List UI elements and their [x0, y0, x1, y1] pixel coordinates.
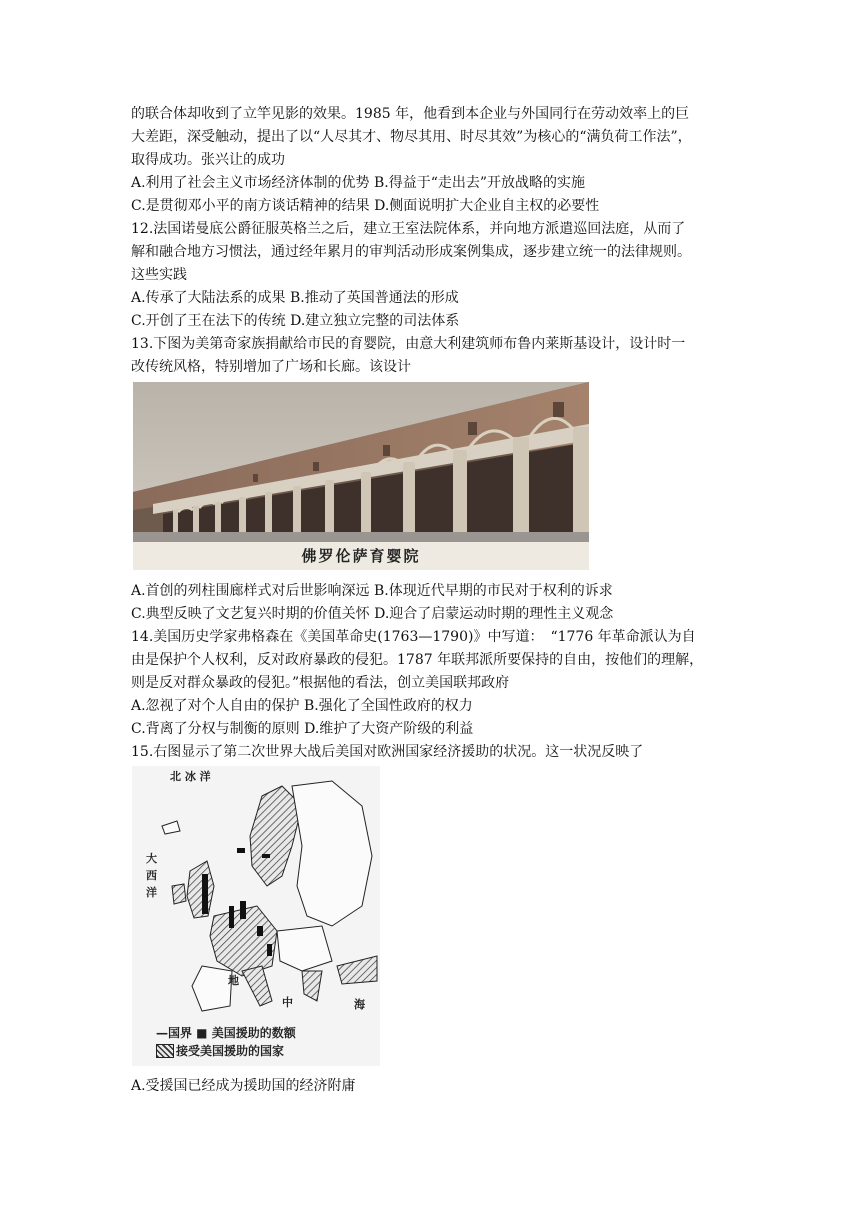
- hatch-legend-swatch: [156, 1044, 174, 1058]
- option-line: A.首创的列柱围廊样式对后世影响深远 B.体现近代早期的市民对于权利的诉求: [131, 583, 613, 599]
- text-line: 大差距，深受触动，提出了以“人尽其才、物尽其用、时尽其效”为核心的“满负荷工作法”，: [131, 129, 692, 145]
- map-label-med: 中: [282, 996, 293, 1009]
- text-line: 取得成功。张兴让的成功: [131, 152, 285, 168]
- map-legend-recipient: 接受美国援助的国家: [176, 1044, 285, 1058]
- map-label-arctic: 北 冰 洋: [170, 770, 211, 783]
- option-line: C.典型反映了文艺复兴时期的价值关怀 D.迎合了启蒙运动时期的理性主义观念: [131, 606, 614, 622]
- loggia-illustration: [133, 382, 589, 544]
- map-label-med: 海: [354, 998, 365, 1011]
- text-line: 解和融合地方习惯法，通过经年累月的审判活动形成案例集成，逐步建立统一的法律规则。: [131, 244, 691, 260]
- option-line: A.传承了大陆法系的成果 B.推动了英国普通法的形成: [131, 290, 459, 306]
- option-line: A.忽视了对个人自由的保护 B.强化了全国性政府的权力: [131, 698, 473, 714]
- option-line: C.开创了王在法下的传统 D.建立独立完整的司法体系: [131, 313, 460, 329]
- map-label-atlantic: 洋: [146, 886, 157, 899]
- question-13: 13.下图为美第奇家族捐献给市民的育婴院，由意大利建筑师布鲁内莱斯基设计，设计时一: [131, 336, 686, 352]
- text-line: 由是保护个人权利，反对政府暴政的侵犯。1787 年联邦派所要保持的自由，按他们的理解，: [131, 652, 704, 668]
- question-12: 12.法国诺曼底公爵征服英格兰之后，建立王室法院体系，并向地方派遣巡回法庭，从而了: [131, 221, 686, 237]
- option-line: C.背离了分权与制衡的原则 D.维护了大资产阶级的利益: [131, 721, 474, 737]
- photo-caption: 佛罗伦萨育婴院: [133, 542, 589, 570]
- map-illustration: [132, 766, 380, 1066]
- map-legend-border: —国界 ■ 美国援助的数额: [156, 1026, 296, 1040]
- text-line: 则是反对群众暴政的侵犯。”根据他的看法，创立美国联邦政府: [131, 675, 510, 691]
- option-line: C.是贯彻邓小平的南方谈话精神的结果 D.侧面说明扩大企业自主权的必要性: [131, 198, 600, 214]
- question-14: 14.美国历史学家弗格森在《美国革命史(1763—1790)》中写道： “1776 年革命派认为自: [131, 629, 696, 645]
- map-label-atlantic: 西: [146, 869, 157, 882]
- text-line: 的联合体却收到了立竿见影的效果。1985 年，他看到本企业与外国同行在劳动效率上的巨: [131, 106, 690, 122]
- europe-aid-map: [132, 766, 380, 1066]
- text-line: 改传统风格，特别增加了广场和长廊。该设计: [131, 359, 411, 375]
- map-label-med: 地: [228, 974, 239, 987]
- option-line: A.受援国已经成为援助国的经济附庸: [131, 1078, 356, 1094]
- text-line: 这些实践: [131, 267, 187, 283]
- hospital-photo: [133, 382, 589, 570]
- question-15: 15.右图显示了第二次世界大战后美国对欧洲国家经济援助的状况。这一状况反映了: [131, 744, 644, 760]
- option-line: A.利用了社会主义市场经济体制的优势 B.得益于“走出去”开放战略的实施: [131, 175, 586, 191]
- map-label-atlantic: 大: [146, 852, 157, 865]
